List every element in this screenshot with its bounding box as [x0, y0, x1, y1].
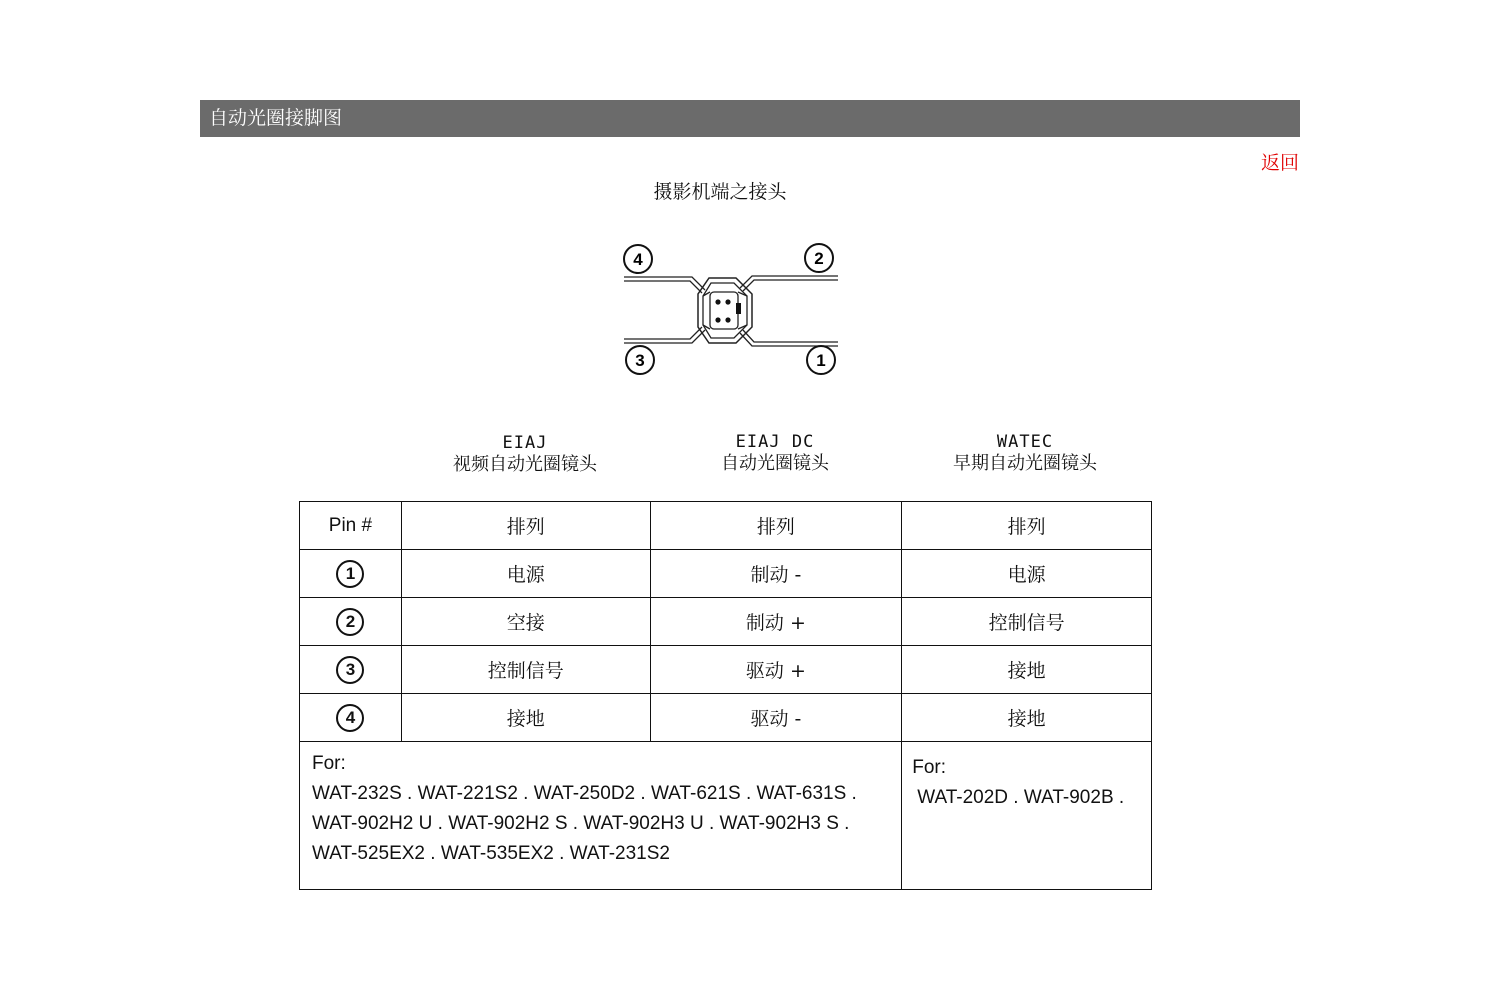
column-standard: EIAJ — [502, 433, 548, 453]
cell-eiaj-dc: 制动 + — [650, 598, 902, 646]
pin-number: 2 — [336, 608, 364, 636]
model-line: WAT-232S . WAT-221S2 . WAT-250D2 . WAT-621S . WAT-631S . — [312, 783, 857, 804]
compatible-models-watec — [902, 742, 1152, 890]
pin-number: 3 — [336, 656, 364, 684]
cell-eiaj: 控制信号 — [401, 646, 650, 694]
table-footer-row — [300, 742, 1152, 890]
header-pin: Pin # — [300, 502, 402, 550]
cell-eiaj: 电源 — [401, 550, 650, 598]
diagram-caption: 摄影机端之接头 — [653, 181, 787, 203]
cell-watec: 电源 — [902, 550, 1152, 598]
table-row — [300, 694, 1152, 742]
cell-watec: 接地 — [902, 646, 1152, 694]
column-heading-watec — [900, 432, 1150, 474]
column-description: 自动光圈镜头 — [721, 453, 829, 474]
for-label: For: — [312, 753, 346, 774]
back-link[interactable]: 返回 — [1260, 152, 1299, 174]
model-line: WAT-525EX2 . WAT-535EX2 . WAT-231S2 — [312, 843, 670, 864]
compatible-models-eiaj — [300, 742, 902, 890]
pin-number: 1 — [336, 560, 364, 588]
column-standard: WATEC — [996, 432, 1054, 452]
model-line: WAT-202D . WAT-902B . — [917, 787, 1125, 808]
cell-eiaj-dc: 驱动 - — [650, 694, 902, 742]
model-line: WAT-902H2 U . WAT-902H2 S . WAT-902H3 U . WAT-902H3 S . — [312, 813, 850, 834]
pin-1-marker — [807, 346, 835, 374]
page-title-bar — [200, 100, 1300, 137]
cell-eiaj: 空接 — [401, 598, 650, 646]
pin-2-label: 2 — [814, 249, 824, 268]
cell-eiaj-dc: 制动 - — [650, 550, 902, 598]
pin-3-marker — [626, 346, 654, 374]
pin-4-marker — [624, 245, 652, 273]
column-description: 早期自动光圈镜头 — [953, 453, 1097, 474]
pin-2-marker — [805, 244, 833, 272]
pin-assignment-table — [299, 501, 1152, 890]
column-heading-eiaj — [400, 433, 650, 475]
for-label: For: — [912, 757, 947, 778]
cell-watec: 接地 — [902, 694, 1152, 742]
table-header-row — [300, 502, 1152, 550]
header-col-b: 排列 — [650, 502, 902, 550]
header-col-c: 排列 — [902, 502, 1152, 550]
pin-3-label: 3 — [635, 351, 645, 370]
pin-1-label: 1 — [816, 351, 826, 370]
table-row — [300, 598, 1152, 646]
page-title: 自动光圈接脚图 — [209, 107, 343, 129]
cell-watec: 控制信号 — [902, 598, 1152, 646]
cell-eiaj: 接地 — [401, 694, 650, 742]
column-description: 视频自动光圈镜头 — [453, 454, 597, 475]
header-col-a: 排列 — [401, 502, 650, 550]
table-row — [300, 550, 1152, 598]
table-row — [300, 646, 1152, 694]
column-standard: EIAJ DC — [735, 432, 815, 452]
cell-eiaj-dc: 驱动 + — [650, 646, 902, 694]
pin-number: 4 — [336, 704, 364, 732]
pin-4-label: 4 — [633, 250, 643, 269]
column-heading-eiaj-dc — [650, 432, 900, 474]
connector-diagram — [610, 232, 850, 382]
